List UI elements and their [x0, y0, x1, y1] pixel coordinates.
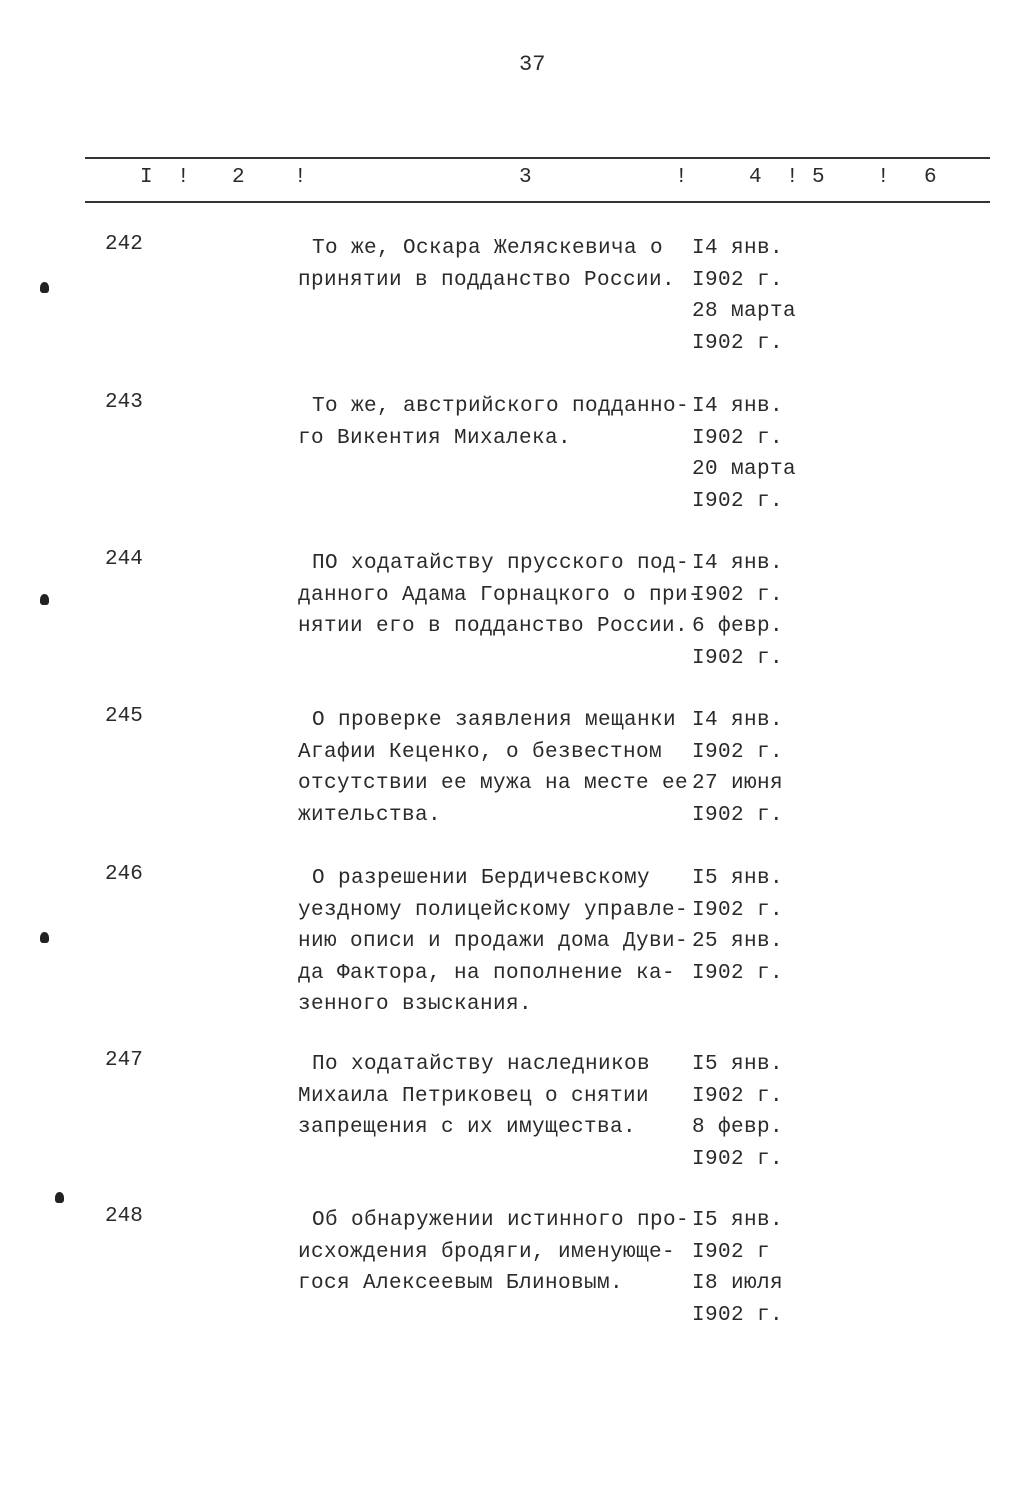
description-line: исхождения бродяги, именующе- — [298, 1240, 676, 1264]
entry-number: 244 — [105, 548, 143, 571]
date-line: 25 янв. — [692, 930, 784, 953]
description-line: ПО ходатайству прусского под- — [312, 552, 690, 575]
date-line: I902 г. — [692, 961, 784, 985]
entry-description — [298, 1049, 650, 1144]
description-line: То же, австрийского подданно- — [312, 395, 690, 418]
date-line: I4 янв. — [692, 552, 784, 575]
entry-dates — [692, 1049, 783, 1175]
description-line: зенного взыскания. — [298, 993, 533, 1016]
date-line: I902 г. — [692, 1084, 784, 1108]
date-line: I902 г. — [692, 583, 784, 607]
entry-description — [298, 233, 675, 296]
date-line: I902 г. — [692, 489, 784, 513]
date-line: I4 янв. — [692, 709, 784, 732]
entry-number: 242 — [105, 233, 143, 256]
description-line: О проверке заявления мещанки — [312, 709, 677, 732]
entry-description — [298, 1205, 689, 1300]
description-line: гося Алексеевым Блиновым. — [298, 1272, 624, 1295]
entry-description — [298, 391, 689, 454]
date-line: I8 июля — [692, 1272, 784, 1295]
entry-dates — [692, 863, 783, 989]
date-line: I5 янв. — [692, 867, 784, 890]
description-line: О разрешении Бердичевскому — [312, 867, 651, 890]
punch-hole-mark — [40, 594, 49, 605]
description-line: запрещения с их имущества. — [298, 1116, 637, 1139]
page-number: 37 — [519, 52, 546, 77]
date-line: 28 марта — [692, 300, 797, 323]
description-line: Об обнаружении истинного про- — [312, 1209, 690, 1232]
date-line: I902 г. — [692, 803, 784, 827]
entry-number: 247 — [105, 1049, 143, 1072]
date-line: 20 марта — [692, 458, 797, 481]
header-bottom-rule — [85, 201, 990, 203]
date-line: I902 г. — [692, 1303, 784, 1327]
header-separator: ! — [877, 166, 890, 189]
header-col-2: 2 — [232, 166, 245, 189]
header-col-6: 6 — [924, 166, 937, 189]
description-line: То же, Оскара Желяскевича о — [312, 237, 664, 260]
entry-dates — [692, 548, 783, 674]
punch-hole-mark — [40, 932, 49, 943]
date-line: I902 г — [692, 1240, 771, 1264]
date-line: 8 февр. — [692, 1116, 784, 1139]
description-line: го Викентия Михалека. — [298, 426, 572, 450]
date-line: I902 г. — [692, 426, 784, 450]
date-line: I902 г. — [692, 646, 784, 670]
header-col-3: 3 — [519, 166, 532, 189]
header-col-1: I — [140, 166, 153, 189]
entry-dates — [692, 1205, 783, 1331]
entry-description — [298, 863, 688, 1021]
description-line: нию описи и продажи дома Дуви- — [298, 930, 689, 953]
description-line: да Фактора, на пополнение ка- — [298, 961, 676, 985]
header-separator: ! — [675, 166, 688, 189]
entry-number: 248 — [105, 1205, 143, 1228]
date-line: I5 янв. — [692, 1209, 784, 1232]
entry-number: 245 — [105, 705, 143, 728]
header-col-5: 5 — [812, 166, 825, 189]
punch-hole-mark — [40, 282, 49, 293]
entry-description — [298, 705, 688, 831]
description-line: уездному полицейскому управле- — [298, 898, 689, 922]
entry-dates — [692, 391, 796, 517]
date-line: I902 г. — [692, 331, 784, 355]
entry-dates — [692, 233, 796, 359]
description-line: данного Адама Горнацкого о при- — [298, 583, 702, 607]
header-col-4: 4 — [749, 166, 762, 189]
description-line: По ходатайству наследников — [312, 1053, 651, 1076]
header-separator: ! — [294, 166, 307, 189]
header-separator: ! — [177, 166, 190, 189]
date-line: 6 февр. — [692, 615, 784, 638]
date-line: I5 янв. — [692, 1053, 784, 1076]
entry-dates — [692, 705, 783, 831]
date-line: I902 г. — [692, 898, 784, 922]
date-line: I4 янв. — [692, 237, 784, 260]
description-line: жительства. — [298, 803, 442, 827]
entry-description — [298, 548, 701, 643]
date-line: I902 г. — [692, 268, 784, 292]
description-line: Агафии Кеценко, о безвестном — [298, 740, 663, 764]
date-line: 27 июня — [692, 772, 784, 795]
date-line: I902 г. — [692, 740, 784, 764]
date-line: I902 г. — [692, 1147, 784, 1171]
header-separator: ! — [786, 166, 799, 189]
description-line: отсутствии ее мужа на месте ее — [298, 772, 689, 795]
date-line: I4 янв. — [692, 395, 784, 418]
entry-number: 243 — [105, 391, 143, 414]
description-line: Михаила Петриковец о снятии — [298, 1084, 650, 1108]
description-line: нятии его в подданство России. — [298, 615, 689, 638]
description-line: принятии в подданство России. — [298, 268, 676, 292]
entry-number: 246 — [105, 863, 143, 886]
punch-hole-mark — [55, 1192, 64, 1203]
header-top-rule — [85, 157, 990, 159]
